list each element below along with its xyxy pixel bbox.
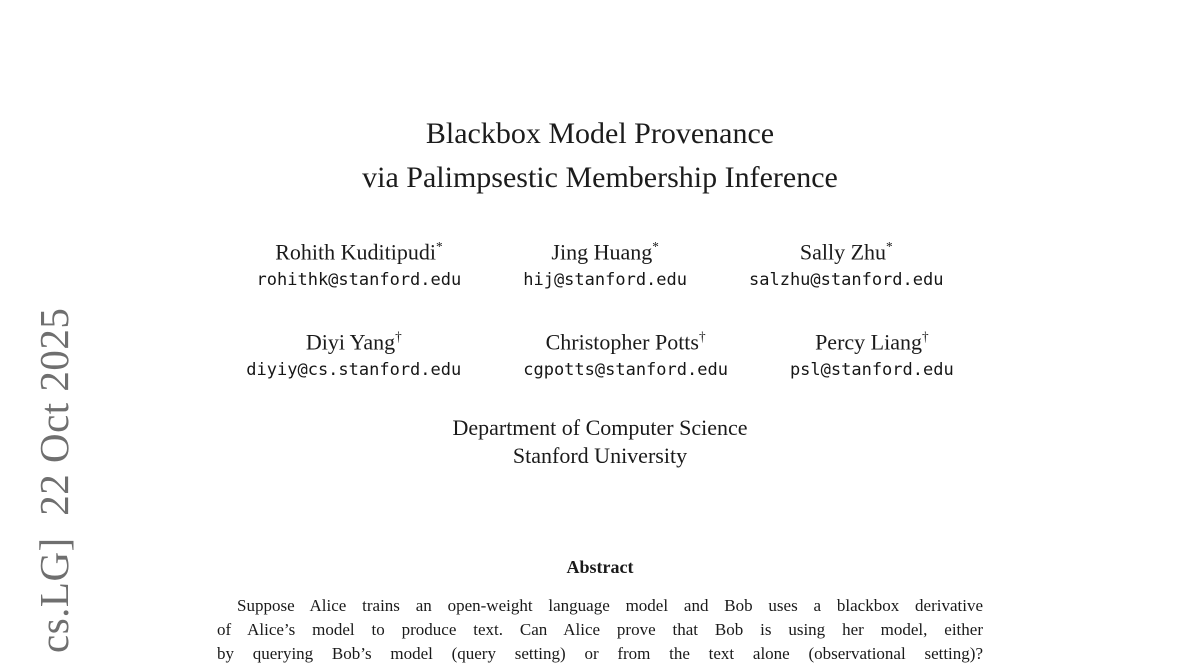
author-marker: † xyxy=(698,329,706,344)
paper-title-line1: Blackbox Model Provenance xyxy=(425,117,775,150)
author-jing-huang xyxy=(523,234,687,290)
author-email: hij@stanford.edu xyxy=(523,270,687,291)
author-email: salzhu@stanford.edu xyxy=(749,270,944,291)
author-email: diyiy@cs.stanford.edu xyxy=(246,360,462,381)
affiliation-department: Department of Computer Science xyxy=(452,415,748,440)
author-christopher-potts xyxy=(523,324,728,380)
affiliation xyxy=(0,414,1200,470)
paper-title xyxy=(0,112,1200,200)
author-name-text: Rohith Kuditipudi xyxy=(275,239,436,265)
author-name xyxy=(523,234,687,265)
author-marker: * xyxy=(435,239,443,254)
abstract-body xyxy=(0,594,1200,666)
author-marker: * xyxy=(652,239,659,254)
author-row-1 xyxy=(0,234,1200,290)
author-name xyxy=(790,324,954,355)
author-marker: * xyxy=(886,239,893,254)
author-name xyxy=(257,234,462,265)
author-percy-liang xyxy=(790,324,954,380)
author-name-text: Diyi Yang xyxy=(305,329,396,355)
author-diyi-yang xyxy=(246,324,461,380)
author-email: psl@stanford.edu xyxy=(789,360,954,381)
author-name xyxy=(523,324,728,355)
abstract-line: of Alice’s model to produce text. Can Alice prove that Bob is using her model, either xyxy=(217,620,983,639)
author-name-text: Christopher Potts xyxy=(545,329,699,355)
paper-title-line2: via Palimpsestic Membership Inference xyxy=(362,161,838,194)
author-name-text: Jing Huang xyxy=(551,239,653,265)
author-marker: † xyxy=(921,329,929,344)
abstract-heading: Abstract xyxy=(566,557,634,577)
author-name xyxy=(246,324,461,355)
author-name-text: Percy Liang xyxy=(815,329,922,355)
arxiv-sidebar-banner: cs.LG] 22 Oct 2025 xyxy=(31,307,77,653)
author-email: cgpotts@stanford.edu xyxy=(523,360,728,381)
abstract-line: Suppose Alice trains an open-weight language model and Bob uses a blackbox derivative xyxy=(237,596,983,615)
author-row-2 xyxy=(0,324,1200,380)
author-name xyxy=(749,234,943,265)
affiliation-university: Stanford University xyxy=(512,443,688,468)
abstract-line: by querying Bob’s model (query setting) or from the text alone (observational setting)? xyxy=(217,644,983,663)
author-sally-zhu xyxy=(749,234,943,290)
author-rohith-kuditipudi xyxy=(257,234,462,290)
author-marker: † xyxy=(395,329,402,344)
author-name-text: Sally Zhu xyxy=(799,239,887,265)
author-email: rohithk@stanford.edu xyxy=(256,270,462,291)
